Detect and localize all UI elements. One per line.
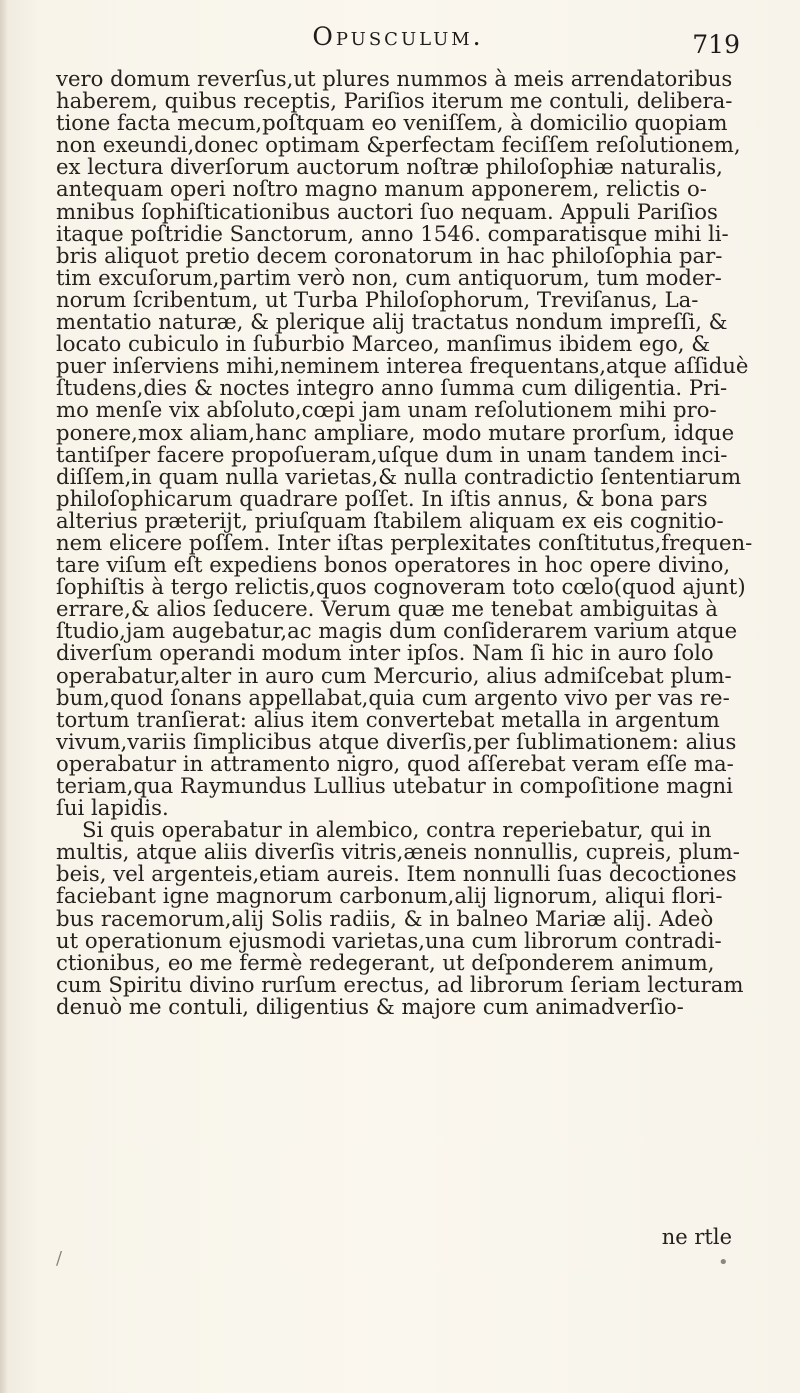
text-line: puer inſerviens mihi,neminem interea frequentans,atque aſſiduè <box>56 353 749 379</box>
text-line: errare,& alios ſeducere. Verum quæ me tenebat ambiguitas à <box>56 596 718 622</box>
text-line: bus racemorum,alij Solis radiis, & in balneo Mariæ alij. Adeò <box>56 905 714 931</box>
text-line: bris aliquot pretio decem coronatorum in hac philoſophia par- <box>56 242 723 268</box>
text-line: ponere,mox aliam,hanc ampliare, modo mutare prorſum, idque <box>56 419 735 445</box>
text-line: multis, atque aliis diverſis vitris,æneis nonnullis, cupreis, plum- <box>56 839 740 865</box>
text-line: diſſem,in quam nulla varietas,& nulla contradictio ſententiarum <box>56 463 742 489</box>
text-line: itaque poſtridie Sanctorum, anno 1546. comparatisque mihi li- <box>56 220 729 246</box>
text-line: operabatur,alter in auro cum Mercurio, alius admiſcebat plum- <box>56 662 732 688</box>
text-line: non exeundi,donec optimam &perfectam feciſſem reſolutionem, <box>56 132 741 158</box>
running-title: Opusculum. <box>312 22 484 51</box>
text-line: ex lectura diverſorum auctorum noſtræ philoſophiæ naturalis, <box>56 154 723 180</box>
text-line: ſtudens,dies & noctes integro anno ſumma cum diligentia. Pri- <box>56 375 728 401</box>
text-line: bum,quod ſonans appellabat,quia cum argento vivo per vas re- <box>56 684 730 710</box>
text-line: mentatio naturæ, & plerique alij tractatus nondum impreſſi, & <box>56 309 728 335</box>
text-line: ſtudio,jam augebatur,ac magis dum conſiderarem varium atque <box>56 618 738 644</box>
main-text-block <box>56 66 753 1019</box>
page-mark: / <box>56 1248 63 1269</box>
page-mark: • <box>718 1252 729 1273</box>
text-line: ut operationum ejusmodi varietas,una cum librorum contradi- <box>56 927 722 953</box>
text-line: philoſophicarum quadrare poſſet. In iſtis annus, & bona pars <box>56 485 708 511</box>
text-line: tione facta mecum,poſtquam eo veniſſem, à domicilio quopiam <box>56 110 728 136</box>
text-line: teriam,qua Raymundus Lullius utebatur in compoſitione magni <box>56 773 733 798</box>
page-header <box>56 20 740 68</box>
text-line: tim excuſorum,partim verò non, cum antiquorum, tum moder- <box>56 264 722 290</box>
page-number: 719 <box>692 30 740 59</box>
text-line: tortum tranſierat: alius item convertebat metalla in argentum <box>56 706 720 732</box>
text-line: norum ſcribentum, ut Turba Philoſophorum, Treviſanus, La- <box>56 286 699 312</box>
text-line: denuò me contuli, diligentius & majore cum animadverſio- <box>56 993 684 1019</box>
page-edge-shadow <box>0 0 8 1393</box>
text-line: diverſum operandi modum inter ipſos. Nam ſi hic in auro ſolo <box>56 640 714 666</box>
text-line: mnibus ſophiſticationibus auctori ſuo nequam. Appuli Pariſios <box>56 198 718 224</box>
text-line: mo menſe vix abſoluto,cœpi jam unam reſolutionem mihi pro- <box>56 397 717 423</box>
text-line: alterius præterijt, priuſquam ſtabilem aliquam ex eis cognitio- <box>56 507 724 533</box>
paragraph-start-line: Si quis operabatur in alembico, contra reperiebatur, qui in <box>82 817 712 843</box>
text-line: beis, vel argenteis,etiam aureis. Item nonnulli ſuas decoctiones <box>56 861 737 887</box>
text-line: tare viſum eſt expediens bonos operatores in hoc opere divino, <box>56 552 731 578</box>
text-line: nem elicere poſſem. Inter iſtas perplexitates conſtitutus,frequen- <box>56 529 753 555</box>
text-line: ſophiſtis à tergo relictis,quos cognoveram toto cœlo(quod ajunt) <box>56 574 746 600</box>
text-line: vero domum reverſus,ut plures nummos à meis arrendatoribus <box>56 66 733 91</box>
text-line: cum Spiritu divino rurſum erectus, ad librorum ſeriam lecturam <box>56 971 744 997</box>
text-line: faciebant igne magnorum carbonum,alij lignorum, aliqui flori- <box>56 883 723 909</box>
catchword: ne rtle <box>661 1225 732 1249</box>
text-line: vivum,variis ſimplicibus atque diverſis,per ſublimationem: alius <box>56 728 737 754</box>
text-line: operabatur in attramento nigro, quod aſſerebat veram eſſe ma- <box>56 750 734 776</box>
text-line: tantiſper facere propoſueram,uſque dum in unam tandem inci- <box>56 441 728 467</box>
text-line: locato cubiculo in ſuburbio Marceo, manſimus ibidem ego, & <box>56 331 711 357</box>
text-line: haberem, quibus receptis, Pariſios iterum me contuli, delibera- <box>56 88 733 114</box>
text-line: ſui lapidis. <box>56 795 169 821</box>
text-line: ctionibus, eo me fermè redegerant, ut deſponderem animum, <box>56 949 715 975</box>
text-line: antequam operi noſtro magno manum apponerem, relictis o- <box>56 176 707 202</box>
